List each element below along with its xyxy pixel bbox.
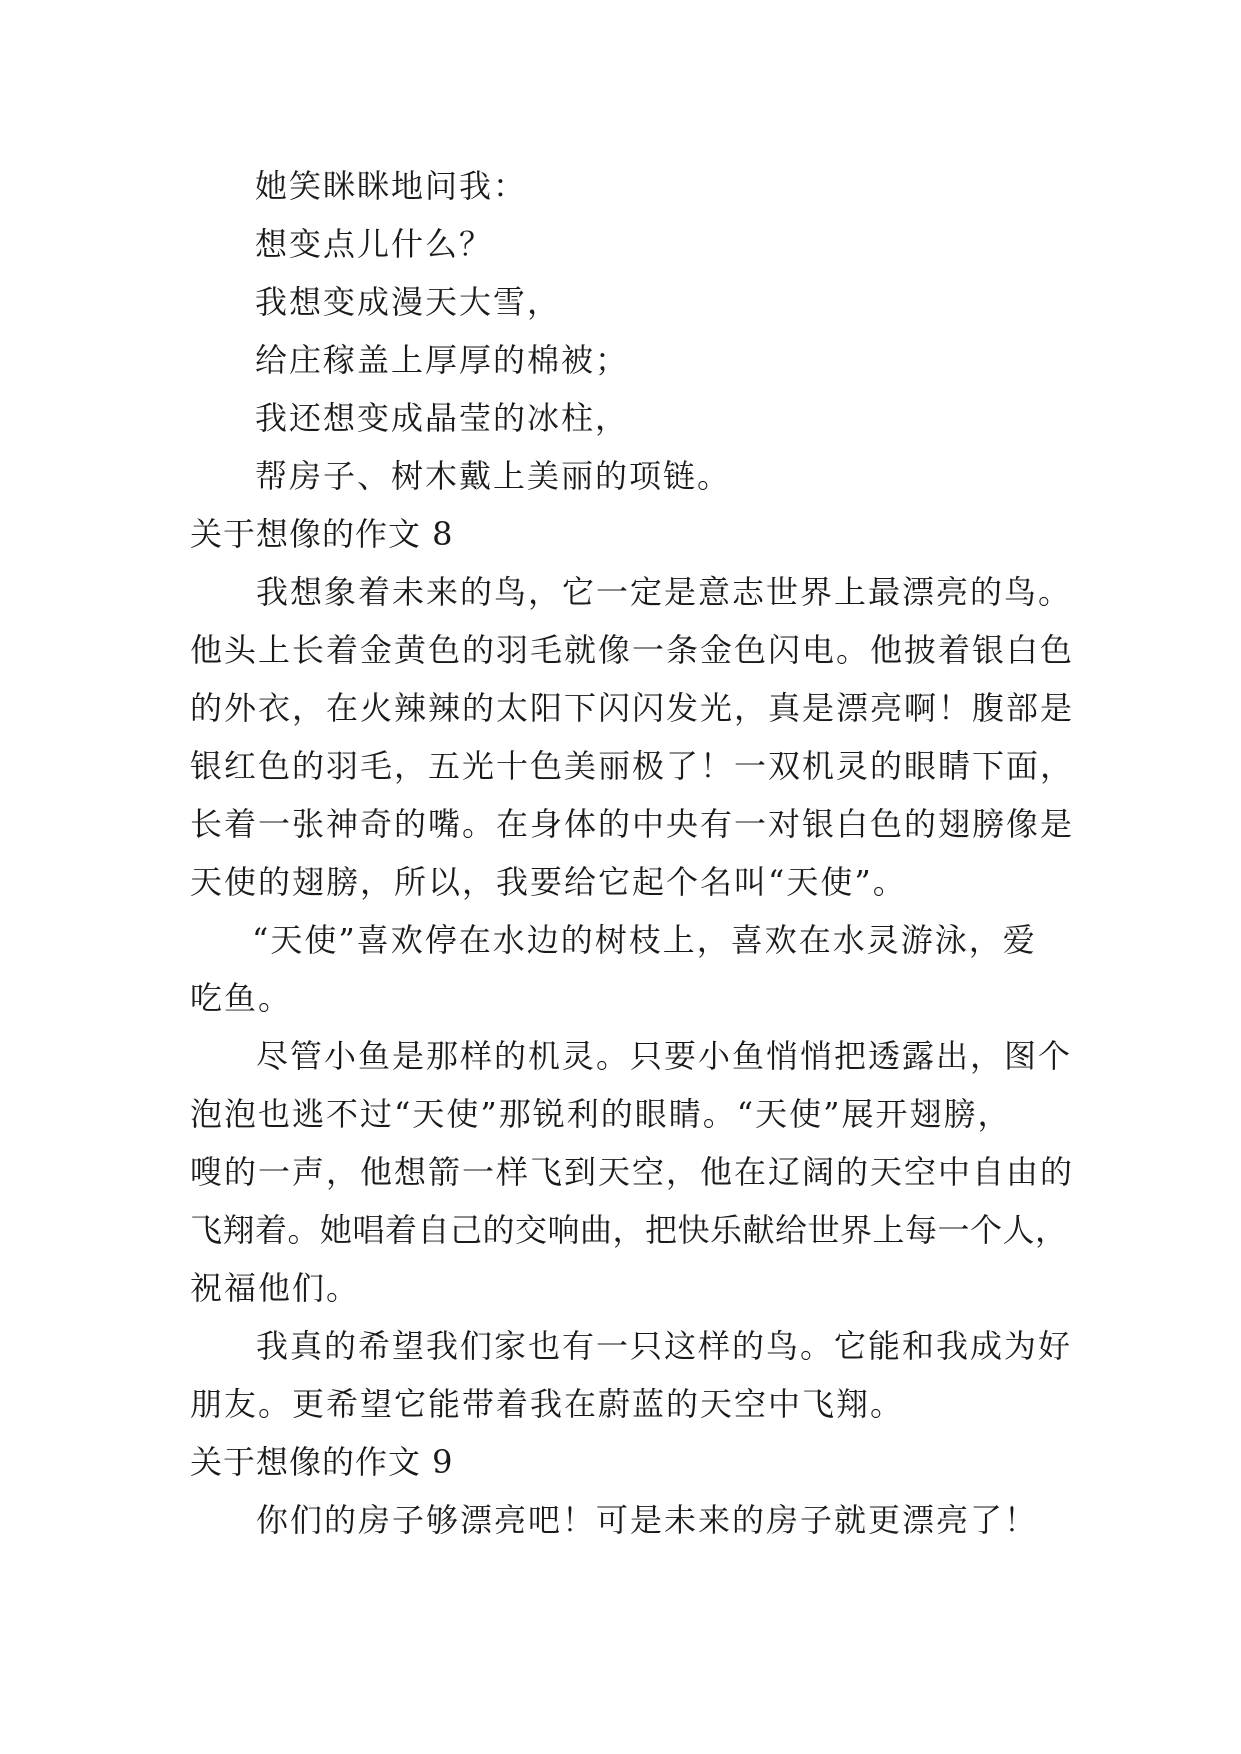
section-heading: 关于想像的作文 8 (190, 515, 454, 553)
paragraph-line: 祝福他们。 (190, 1269, 361, 1307)
paragraph-line: 他头上长着金黄色的羽毛就像一条金色闪电。他披着银白色 (190, 631, 1075, 669)
poem-line: 她笑眯眯地问我： (255, 167, 528, 205)
poem-line: 想变点儿什么？ (255, 225, 494, 263)
paragraph-line: 尽管小鱼是那样的机灵。只要小鱼悄悄把透露出，图个 (256, 1037, 1073, 1075)
paragraph-line: 嗖的一声，他想箭一样飞到天空，他在辽阔的天空中自由的 (190, 1153, 1075, 1191)
paragraph-line: 朋友。更希望它能带着我在蔚蓝的天空中飞翔。 (190, 1385, 905, 1423)
paragraph-line: 天使的翅膀，所以，我要给它起个名叫“天使”。 (190, 863, 907, 901)
paragraph-line: “天使”喜欢停在水边的树枝上，喜欢在水灵游泳，爱 (252, 921, 1037, 959)
paragraph-line: 泡泡也逃不过“天使”那锐利的眼睛。“天使”展开翅膀， (190, 1095, 1012, 1133)
paragraph-line: 飞翔着。她唱着自己的交响曲，把快乐献给世界上每一个人， (190, 1211, 1068, 1249)
paragraph-line: 银红色的羽毛，五光十色美丽极了！一双机灵的眼睛下面， (190, 747, 1075, 785)
paragraph-line: 我真的希望我们家也有一只这样的鸟。它能和我成为好 (256, 1327, 1073, 1365)
section-heading: 关于想像的作文 9 (190, 1443, 454, 1481)
paragraph-line: 长着一张神奇的嘴。在身体的中央有一对银白色的翅膀像是 (190, 805, 1075, 843)
poem-line: 帮房子、树木戴上美丽的项链。 (255, 457, 732, 495)
poem-line: 我想变成漫天大雪， (255, 283, 562, 321)
poem-line: 给庄稼盖上厚厚的棉被； (255, 341, 630, 379)
poem-line: 我还想变成晶莹的冰柱， (255, 399, 630, 437)
paragraph-line: 你们的房子够漂亮吧！可是未来的房子就更漂亮了！ (256, 1501, 1039, 1539)
paragraph-line: 的外衣，在火辣辣的太阳下闪闪发光，真是漂亮啊！腹部是 (190, 689, 1075, 727)
paragraph-line: 我想象着未来的鸟，它一定是意志世界上最漂亮的鸟。 (256, 573, 1073, 611)
paragraph-line: 吃鱼。 (190, 979, 293, 1017)
